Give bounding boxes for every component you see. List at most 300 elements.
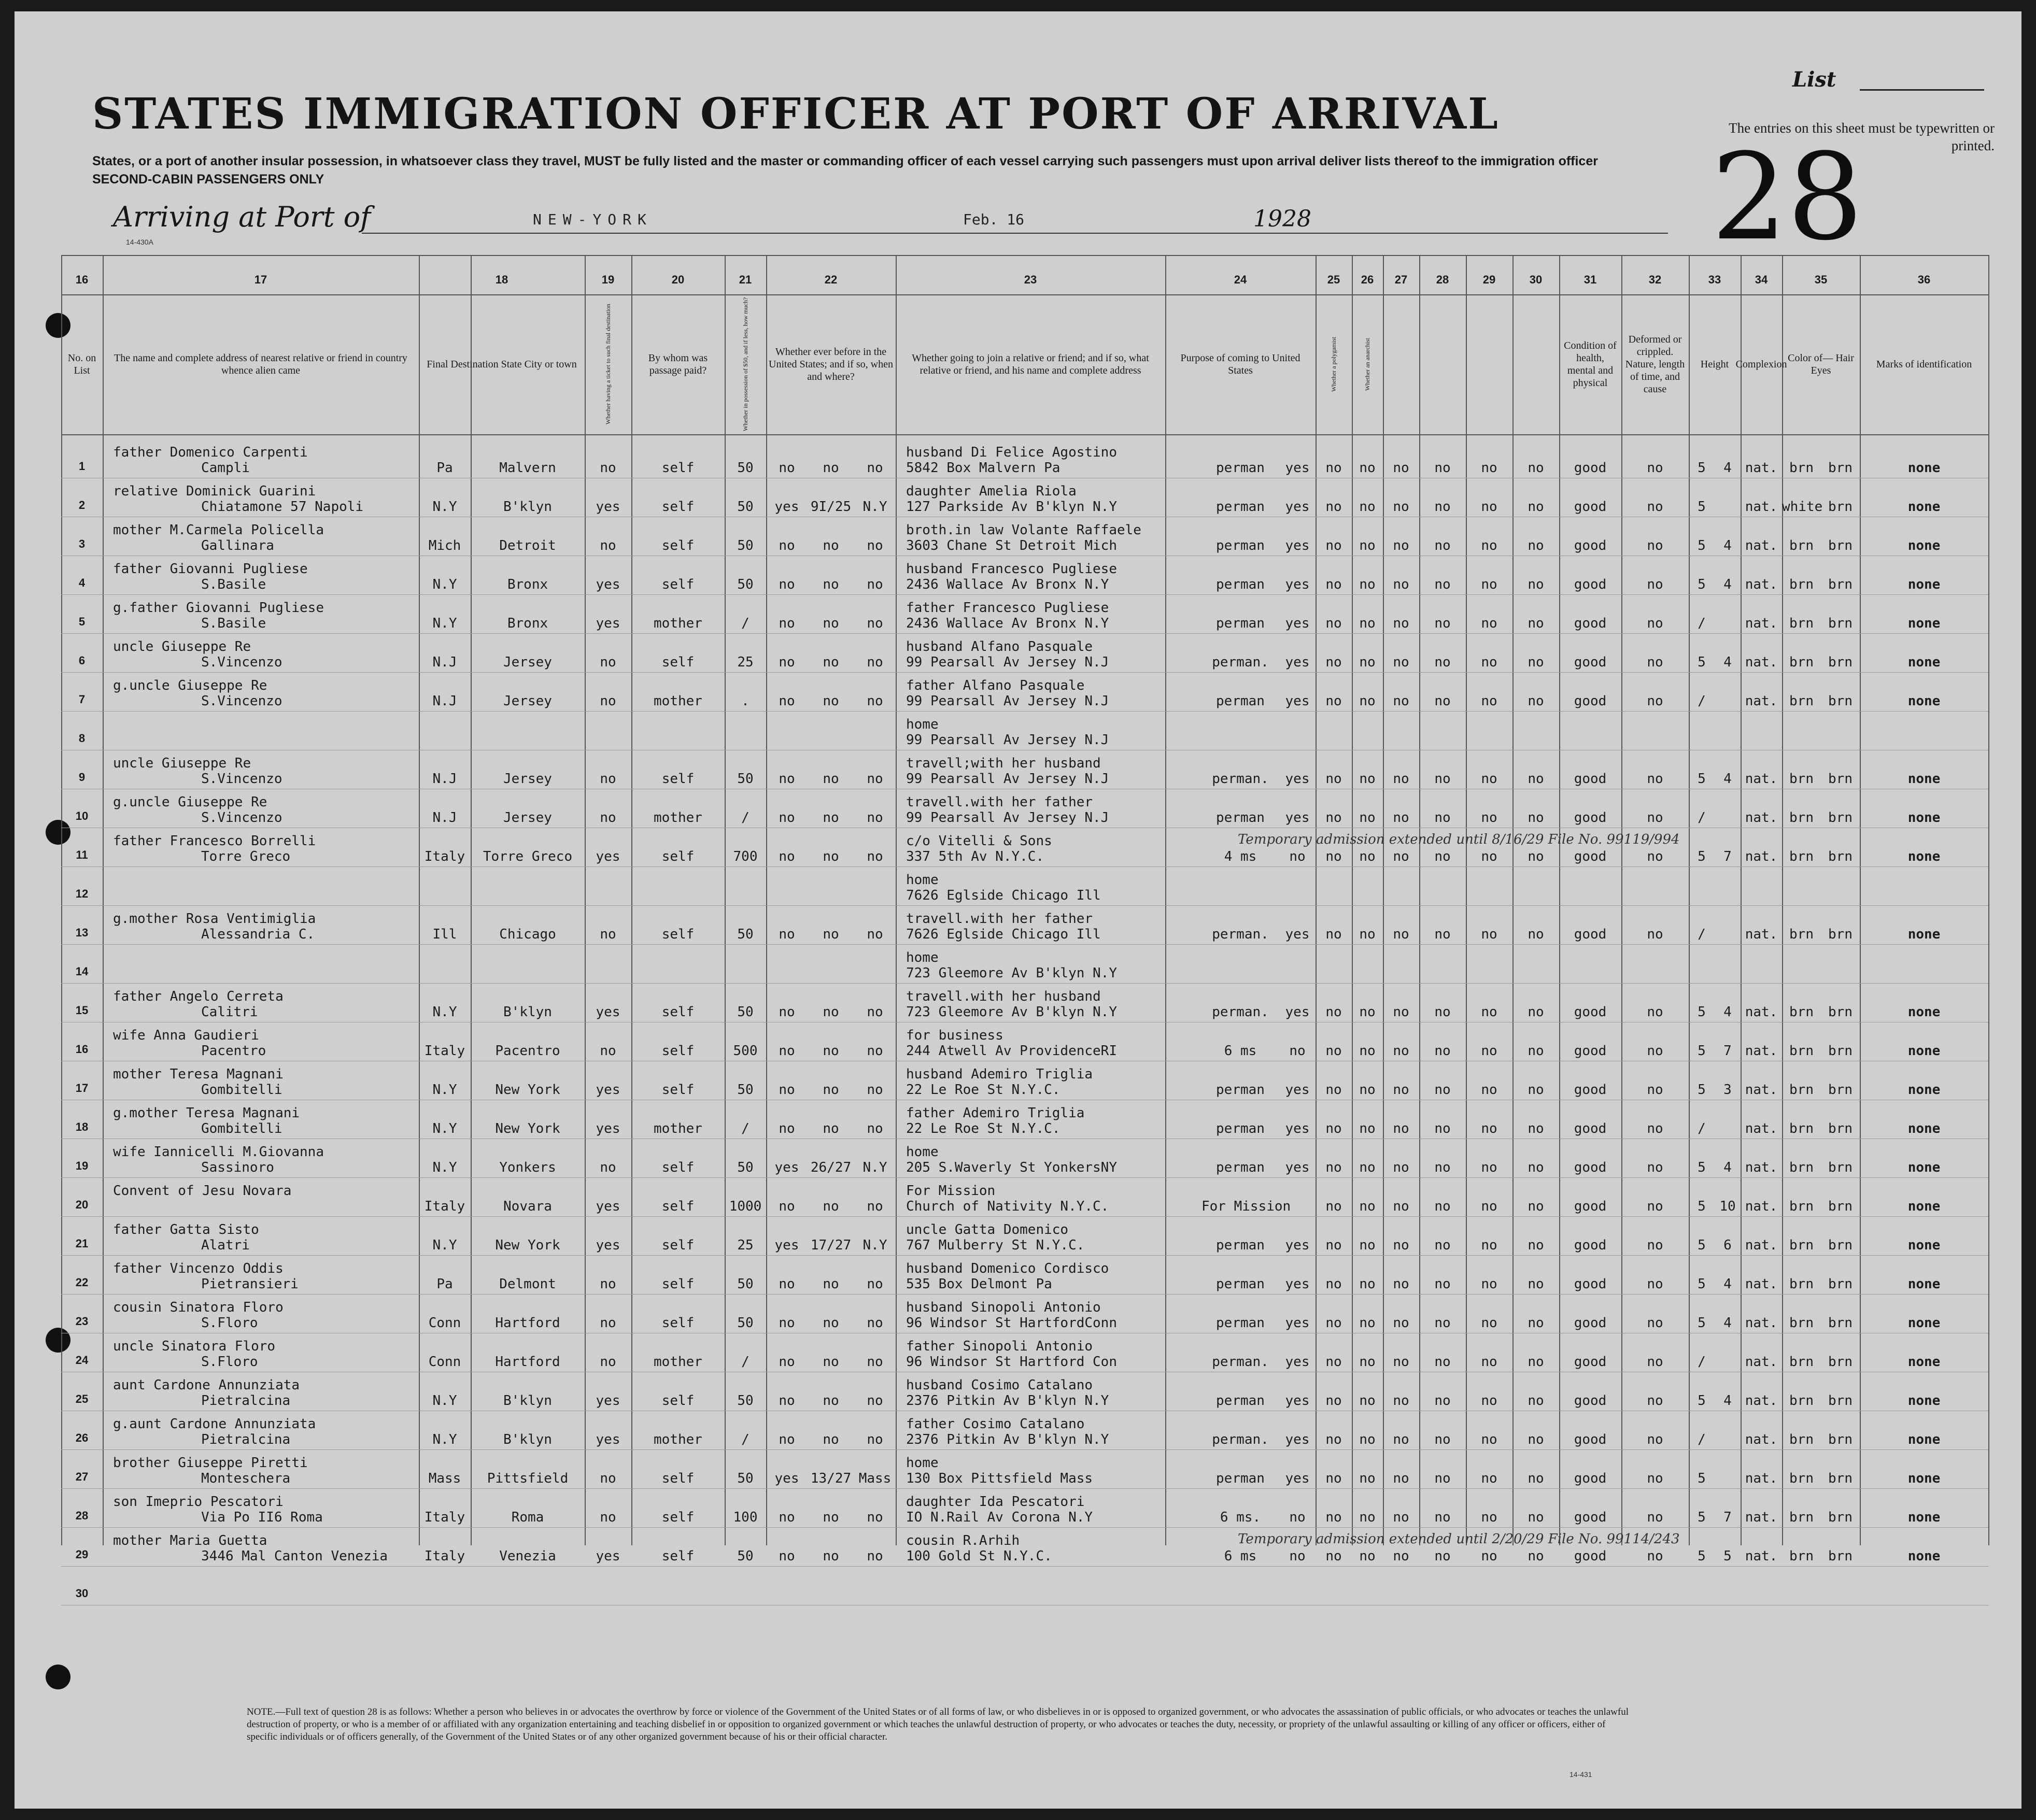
question-27-answer: no — [1393, 1548, 1409, 1564]
relative-town: Gombitelli — [201, 1121, 282, 1136]
row-number: 15 — [75, 1004, 89, 1017]
relative-town: S.Vincenzo — [201, 655, 282, 670]
identification-marks: none — [1907, 1471, 1941, 1486]
eye-color: brn — [1828, 1199, 1853, 1214]
stay-length: perman — [1216, 693, 1265, 709]
column-heading: Purpose of coming to United States — [1180, 352, 1300, 376]
eye-color: brn — [1828, 1004, 1853, 1020]
destination-city: B'klyn — [503, 1432, 552, 1447]
ticket-value: no — [600, 1315, 616, 1331]
relative-name: wife Anna Gaudieri — [113, 1028, 259, 1043]
previous-where: Mass — [858, 1471, 892, 1486]
joining-address: 723 Gleemore Av B'klyn N.Y — [906, 1004, 1117, 1020]
question-29-answer: no — [1481, 1121, 1497, 1136]
intends-citizen: yes — [1285, 1315, 1310, 1331]
passage-paid-by: mother — [654, 616, 702, 631]
complexion-value: nat. — [1745, 1354, 1778, 1370]
hair-color: brn — [1789, 849, 1814, 864]
money-value: 50 — [737, 771, 754, 787]
question-26-answer: no — [1359, 927, 1376, 942]
row-number: 21 — [75, 1237, 89, 1250]
joining-address: 96 Windsor St HartfordConn — [906, 1315, 1117, 1331]
arrival-rule — [362, 233, 1668, 234]
joining-address: 99 Pearsall Av Jersey N.J — [906, 732, 1109, 748]
joining-address: 100 Gold St N.Y.C. — [906, 1548, 1052, 1564]
question-28-answer: no — [1434, 1199, 1451, 1214]
deformed-value: no — [1647, 849, 1663, 864]
complexion-value: nat. — [1745, 1160, 1778, 1175]
question-27-answer: no — [1393, 1276, 1409, 1292]
question-29-answer: no — [1481, 1432, 1497, 1447]
joining-address: 130 Box Pittsfield Mass — [906, 1471, 1093, 1486]
question-26-answer: no — [1359, 499, 1376, 515]
question-28-answer: no — [1434, 1354, 1451, 1370]
destination-state: N.Y — [432, 1238, 457, 1253]
complexion-value: nat. — [1745, 1315, 1778, 1331]
destination-state: Mass — [428, 1471, 461, 1486]
question-28-answer: no — [1434, 1432, 1451, 1447]
destination-city: Delmont — [499, 1276, 556, 1292]
eye-color: brn — [1828, 1238, 1853, 1253]
money-value: 50 — [737, 1471, 754, 1486]
relative-name: father Vincenzo Oddis — [113, 1261, 284, 1276]
stay-length: perman — [1216, 810, 1265, 826]
header-rule — [61, 434, 1988, 435]
question-28-answer: no — [1434, 1121, 1451, 1136]
destination-city: Jersey — [503, 771, 552, 787]
intends-citizen: yes — [1285, 1393, 1310, 1409]
destination-city: Pittsfield — [487, 1471, 569, 1486]
row-number: 5 — [78, 615, 86, 628]
question-26-answer: no — [1359, 1510, 1376, 1525]
question-27-answer: no — [1393, 460, 1409, 476]
identification-marks: none — [1907, 538, 1941, 553]
question-27-answer: no — [1393, 1238, 1409, 1253]
column-number: 36 — [1917, 273, 1931, 286]
hair-color: brn — [1789, 771, 1814, 787]
destination-state: Ill — [432, 927, 457, 942]
previous-where: no — [867, 693, 883, 709]
question-26-answer: no — [1359, 538, 1376, 553]
complexion-value: nat. — [1745, 1432, 1778, 1447]
column-rule — [1419, 255, 1420, 1545]
question-26-answer: no — [1359, 1004, 1376, 1020]
height-inches: 4 — [1723, 655, 1732, 670]
health-condition: good — [1574, 577, 1607, 592]
deformed-value: no — [1647, 810, 1663, 826]
question-27-answer: no — [1393, 1043, 1409, 1059]
height-feet: 5 — [1698, 655, 1706, 670]
complexion-value: nat. — [1745, 771, 1778, 787]
joining-address: 22 Le Roe St N.Y.C. — [906, 1082, 1061, 1098]
stay-length: For Mission — [1201, 1199, 1291, 1214]
health-condition: good — [1574, 1510, 1607, 1525]
relative-name: uncle Giuseppe Re — [113, 639, 251, 655]
row-number: 26 — [75, 1431, 89, 1444]
question-26-answer: no — [1359, 1354, 1376, 1370]
relative-name: aunt Cardone Annunziata — [113, 1377, 300, 1393]
previous-year: 26/27 — [810, 1160, 852, 1175]
deformed-value: no — [1647, 499, 1663, 515]
question-30-answer: no — [1528, 577, 1544, 592]
passage-paid-by: self — [661, 1471, 695, 1486]
identification-marks: none — [1907, 460, 1941, 476]
relative-name: mother M.Carmela Policella — [113, 522, 324, 538]
health-condition: good — [1574, 1471, 1607, 1486]
money-value: 50 — [737, 927, 754, 942]
identification-marks: none — [1907, 616, 1941, 631]
destination-city: Jersey — [503, 655, 552, 670]
joining-address: 99 Pearsall Av Jersey N.J — [906, 810, 1109, 826]
passage-paid-by: self — [661, 849, 695, 864]
passage-paid-by: self — [661, 1004, 695, 1020]
complexion-value: nat. — [1745, 577, 1778, 592]
row-number: 7 — [78, 693, 86, 706]
passage-paid-by: self — [661, 1276, 695, 1292]
destination-state: N.J — [432, 771, 457, 787]
question-30-answer: no — [1528, 1082, 1544, 1098]
column-number: 34 — [1755, 273, 1768, 286]
money-value: 50 — [737, 1276, 754, 1292]
passage-paid-by: self — [661, 538, 695, 553]
eye-color: brn — [1828, 1510, 1853, 1525]
eye-color: brn — [1828, 1393, 1853, 1409]
row-number: 29 — [75, 1548, 89, 1561]
question-30-answer: no — [1528, 1510, 1544, 1525]
column-heading: Marks of identification — [1876, 359, 1972, 370]
previous-where: no — [867, 1082, 883, 1098]
height-inches: 6 — [1723, 1238, 1732, 1253]
joining-relative: travell;with her husband — [906, 756, 1101, 771]
joining-relative: broth.in law Volante Raffaele — [906, 522, 1141, 538]
previous-where: N.Y — [863, 1160, 887, 1175]
complexion-value: nat. — [1745, 1121, 1778, 1136]
been-before: no — [779, 577, 795, 592]
height-feet: 5 — [1698, 1393, 1706, 1409]
relative-name: g.mother Teresa Magnani — [113, 1105, 300, 1121]
eye-color: brn — [1828, 538, 1853, 553]
stay-length: perman — [1216, 1121, 1265, 1136]
intends-citizen: yes — [1285, 499, 1310, 515]
question-27-answer: no — [1393, 1315, 1409, 1331]
column-number: 35 — [1814, 273, 1828, 286]
previous-year: no — [823, 460, 839, 476]
stay-length: perman — [1216, 616, 1265, 631]
joining-address: 767 Mulberry St N.Y.C. — [906, 1238, 1085, 1253]
height-feet: 5 — [1698, 460, 1706, 476]
passage-paid-by: self — [661, 1238, 695, 1253]
page-title: STATES IMMIGRATION OFFICER AT PORT OF ARRIVAL — [92, 89, 1500, 139]
list-number: 28 — [1711, 129, 1863, 267]
height-inches: 7 — [1723, 849, 1732, 864]
stay-length: perman — [1216, 1160, 1265, 1175]
intends-citizen: yes — [1285, 1238, 1310, 1253]
column-number: 25 — [1327, 273, 1340, 286]
question-30-answer: no — [1528, 460, 1544, 476]
complexion-value: nat. — [1745, 538, 1778, 553]
relative-town: Torre Greco — [201, 849, 291, 864]
destination-city: Detroit — [499, 538, 556, 553]
destination-city: Yonkers — [499, 1160, 556, 1175]
destination-state: Italy — [424, 1510, 465, 1525]
been-before: no — [779, 1082, 795, 1098]
been-before: no — [779, 1315, 795, 1331]
stay-length: 6 ms — [1224, 1548, 1257, 1564]
row-rule — [61, 1488, 1988, 1489]
eye-color: brn — [1828, 693, 1853, 709]
question-25-answer: no — [1325, 1160, 1342, 1175]
destination-state: N.Y — [432, 499, 457, 515]
column-number: 20 — [671, 273, 685, 286]
question-26-answer: no — [1359, 693, 1376, 709]
question-25-answer: no — [1325, 655, 1342, 670]
previous-year: no — [823, 1043, 839, 1059]
stay-length: 6 ms. — [1220, 1510, 1261, 1525]
relative-name: g.father Giovanni Pugliese — [113, 600, 324, 616]
question-25-answer: no — [1325, 1082, 1342, 1098]
row-number: 19 — [75, 1159, 89, 1172]
stamped-annotation: Temporary admission extended until 8/16/29 File No. 99119/994 — [1238, 832, 1680, 847]
identification-marks: none — [1907, 1432, 1941, 1447]
complexion-value: nat. — [1745, 927, 1778, 942]
relative-town: Via Po II6 Roma — [201, 1510, 323, 1525]
complexion-value: nat. — [1745, 1276, 1778, 1292]
stay-length: perman — [1216, 1082, 1265, 1098]
hair-color: brn — [1789, 1510, 1814, 1525]
deformed-value: no — [1647, 616, 1663, 631]
previous-year: 9I/25 — [810, 499, 852, 515]
passage-paid-by: self — [661, 1393, 695, 1409]
ticket-value: yes — [596, 1121, 620, 1136]
joining-relative: father Ademiro Triglia — [906, 1105, 1085, 1121]
hair-color: brn — [1789, 1004, 1814, 1020]
identification-marks: none — [1907, 1393, 1941, 1409]
been-before: yes — [774, 1238, 799, 1253]
question-28-answer: no — [1434, 538, 1451, 553]
eye-color: brn — [1828, 810, 1853, 826]
question-27-answer: no — [1393, 1199, 1409, 1214]
intends-citizen: yes — [1285, 655, 1310, 670]
column-heading: Condition of health, mental and physical — [1564, 340, 1617, 389]
ticket-value: no — [600, 1354, 616, 1370]
column-rule — [1621, 255, 1622, 1545]
question-30-answer: no — [1528, 771, 1544, 787]
intends-citizen: yes — [1285, 1354, 1310, 1370]
question-28-answer: no — [1434, 577, 1451, 592]
destination-city: Jersey — [503, 693, 552, 709]
ticket-value: no — [600, 1276, 616, 1292]
column-rule — [725, 255, 726, 1545]
question-25-answer: no — [1325, 1238, 1342, 1253]
joining-relative: travell.with her father — [906, 794, 1093, 810]
question-28-answer: no — [1434, 655, 1451, 670]
stay-length: 6 ms — [1224, 1043, 1257, 1059]
arrival-line — [92, 201, 1678, 242]
header-rule — [61, 255, 1988, 256]
previous-year: 17/27 — [810, 1238, 852, 1253]
question-26-answer: no — [1359, 1160, 1376, 1175]
question-30-answer: no — [1528, 616, 1544, 631]
column-rule — [1689, 255, 1690, 1545]
joining-address: 723 Gleemore Av B'klyn N.Y — [906, 965, 1117, 981]
column-heading — [1466, 294, 1512, 434]
row-number: 13 — [75, 926, 89, 939]
passage-paid-by: mother — [654, 1432, 702, 1447]
row-rule — [61, 1255, 1988, 1256]
question-26-answer: no — [1359, 1082, 1376, 1098]
health-condition: good — [1574, 1121, 1607, 1136]
height-feet: / — [1698, 693, 1706, 709]
identification-marks: none — [1907, 499, 1941, 515]
health-condition: good — [1574, 538, 1607, 553]
question-29-answer: no — [1481, 616, 1497, 631]
money-value: 50 — [737, 1315, 754, 1331]
been-before: no — [779, 1510, 795, 1525]
eye-color: brn — [1828, 1432, 1853, 1447]
deformed-value: no — [1647, 1121, 1663, 1136]
deformed-value: no — [1647, 1510, 1663, 1525]
question-27-answer: no — [1393, 538, 1409, 553]
column-heading: Height — [1700, 359, 1729, 370]
column-heading: Whether ever before in the United States; and if so, when and where? — [769, 346, 893, 382]
relative-town: Pietransieri — [201, 1276, 299, 1292]
column-rule — [103, 255, 104, 1545]
relative-town: Alessandria C. — [201, 927, 315, 942]
hair-color: brn — [1789, 927, 1814, 942]
row-rule — [61, 944, 1988, 945]
ticket-value: no — [600, 1160, 616, 1175]
hair-color: brn — [1789, 1354, 1814, 1370]
intends-citizen: no — [1289, 1548, 1306, 1564]
column-number: 19 — [601, 273, 615, 286]
joining-address: 3603 Chane St Detroit Mich — [906, 538, 1117, 553]
row-number: 4 — [78, 576, 86, 589]
identification-marks: none — [1907, 1004, 1941, 1020]
destination-city: B'klyn — [503, 1393, 552, 1409]
eye-color: brn — [1828, 1471, 1853, 1486]
deformed-value: no — [1647, 1432, 1663, 1447]
ticket-value: no — [600, 655, 616, 670]
complexion-value: nat. — [1745, 1393, 1778, 1409]
eye-color: brn — [1828, 1315, 1853, 1331]
question-28-answer: no — [1434, 1548, 1451, 1564]
passage-paid-by: self — [661, 499, 695, 515]
joining-address: 5842 Box Malvern Pa — [906, 460, 1061, 476]
destination-state: Conn — [428, 1315, 461, 1331]
hair-color: brn — [1789, 1276, 1814, 1292]
height-feet: 5 — [1698, 1471, 1706, 1486]
health-condition: good — [1574, 1354, 1607, 1370]
health-condition: good — [1574, 771, 1607, 787]
column-number: 21 — [739, 273, 752, 286]
stay-length: perman — [1216, 577, 1265, 592]
question-29-answer: no — [1481, 810, 1497, 826]
intends-citizen: yes — [1285, 771, 1310, 787]
been-before: no — [779, 1354, 795, 1370]
column-heading: By whom was passage paid? — [648, 352, 708, 376]
eye-color: brn — [1828, 849, 1853, 864]
been-before: no — [779, 1548, 795, 1564]
hair-color: brn — [1789, 1043, 1814, 1059]
complexion-value: nat. — [1745, 460, 1778, 476]
destination-city: New York — [495, 1238, 560, 1253]
row-number: 27 — [75, 1470, 89, 1483]
question-27-answer: no — [1393, 693, 1409, 709]
passage-paid-by: self — [661, 460, 695, 476]
question-26-answer: no — [1359, 460, 1376, 476]
question-28-answer: no — [1434, 616, 1451, 631]
health-condition: good — [1574, 499, 1607, 515]
column-number: 23 — [1024, 273, 1037, 286]
height-feet: 5 — [1698, 1238, 1706, 1253]
money-value: 500 — [733, 1043, 758, 1059]
question-28-answer: no — [1434, 499, 1451, 515]
row-number: 22 — [75, 1276, 89, 1289]
destination-city: Venezia — [499, 1548, 556, 1564]
hair-color: brn — [1789, 1121, 1814, 1136]
money-value: 25 — [737, 655, 754, 670]
question-26-answer: no — [1359, 849, 1376, 864]
list-label: List — [1792, 67, 1836, 92]
stay-length: perman — [1216, 1238, 1265, 1253]
complexion-value: nat. — [1745, 1548, 1778, 1564]
joining-address: 96 Windsor St Hartford Con — [906, 1354, 1117, 1370]
relative-town: Alatri — [201, 1238, 250, 1253]
row-rule — [61, 594, 1988, 595]
ticket-value: yes — [596, 849, 620, 864]
height-feet: 5 — [1698, 499, 1706, 515]
destination-city: Jersey — [503, 810, 552, 826]
money-value: 25 — [737, 1238, 754, 1253]
destination-state: Conn — [428, 1354, 461, 1370]
question-25-answer: no — [1325, 616, 1342, 631]
previous-year: no — [823, 927, 839, 942]
passage-paid-by: self — [661, 1082, 695, 1098]
complexion-value: nat. — [1745, 1082, 1778, 1098]
passage-paid-by: self — [661, 1510, 695, 1525]
previous-where: no — [867, 1393, 883, 1409]
money-value: 50 — [737, 538, 754, 553]
height-feet: 5 — [1698, 1160, 1706, 1175]
ticket-value: yes — [596, 1548, 620, 1564]
previous-year: no — [823, 1276, 839, 1292]
joining-address: 7626 Eglside Chicago Ill — [906, 927, 1101, 942]
destination-state: Italy — [424, 1199, 465, 1214]
question-30-answer: no — [1528, 1354, 1544, 1370]
identification-marks: none — [1907, 1160, 1941, 1175]
previous-year: no — [823, 1121, 839, 1136]
previous-where: no — [867, 771, 883, 787]
question-25-answer: no — [1325, 1393, 1342, 1409]
question-27-answer: no — [1393, 1004, 1409, 1020]
column-rule — [1383, 255, 1384, 1545]
question-30-answer: no — [1528, 1199, 1544, 1214]
column-number: 32 — [1648, 273, 1662, 286]
question-29-answer: no — [1481, 693, 1497, 709]
row-rule — [61, 672, 1988, 673]
health-condition: good — [1574, 1315, 1607, 1331]
ticket-value: yes — [596, 1432, 620, 1447]
destination-city: B'klyn — [503, 1004, 552, 1020]
question-25-answer: no — [1325, 1121, 1342, 1136]
question-29-answer: no — [1481, 1199, 1497, 1214]
column-rule — [1860, 255, 1861, 1545]
column-rule — [1512, 255, 1514, 1545]
footer-form-code: 14-431 — [1570, 1770, 1592, 1779]
previous-where: no — [867, 1199, 883, 1214]
deformed-value: no — [1647, 655, 1663, 670]
question-25-answer: no — [1325, 810, 1342, 826]
